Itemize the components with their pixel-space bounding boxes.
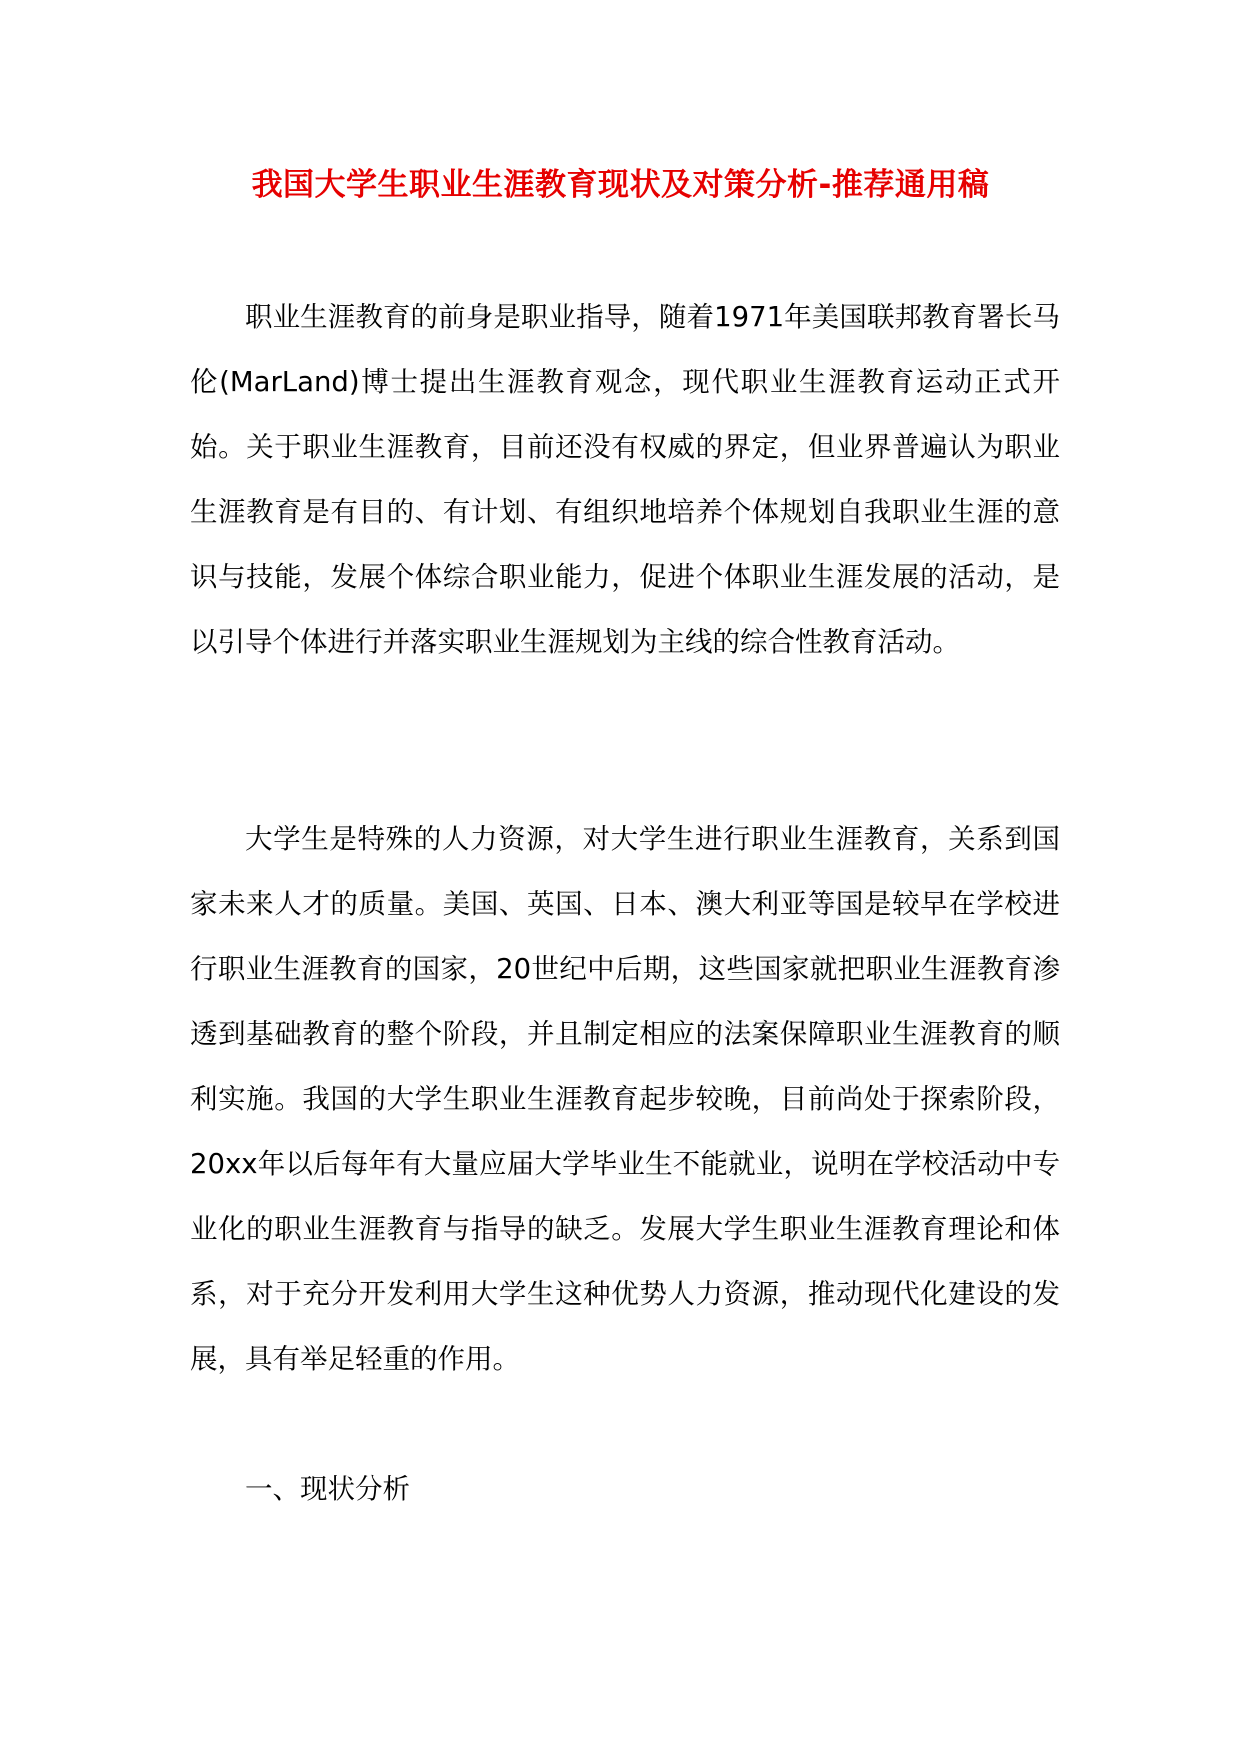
body-paragraph: 职业生涯教育的前身是职业指导，随着1971年美国联邦教育署长马伦(MarLand)博士提出生涯教育观念，现代职业生涯教育运动正式开始。关于职业生涯教育，目前还没有权威的界定，但业界普遍认为职业生涯教育是有目的、有计划、有组织地培养个体规划自我职业生涯的意识与技能，发展个体综合职业能力，促进个体职业生涯发展的活动，是以引导个体进行并落实职业生涯规划为主线的综合性教育活动。 — [190, 301, 1060, 658]
document-title: 我国大学生职业生涯教育现状及对策分析-推荐通用稿 — [251, 167, 990, 203]
section-heading: 一、现状分析 — [245, 1473, 410, 1505]
body-paragraph: 大学生是特殊的人力资源，对大学生进行职业生涯教育，关系到国家未来人才的质量。美国、英国、日本、澳大利亚等国是较早在学校进行职业生涯教育的国家，20世纪中后期，这些国家就把职业生涯教育渗透到基础教育的整个阶段，并且制定相应的法案保障职业生涯教育的顺利实施。我国的大学生职业生涯教育起步较晚，目前尚处于探索阶段，20xx年以后每年有大量应届大学毕业生不能就业，说明在学校活动中专业化的职业生涯教育与指导的缺乏。发展大学生职业生涯教育理论和体系，对于充分开发利用大学生这种优势人力资源，推动现代化建设的发展，具有举足轻重的作用。 — [190, 823, 1060, 1375]
